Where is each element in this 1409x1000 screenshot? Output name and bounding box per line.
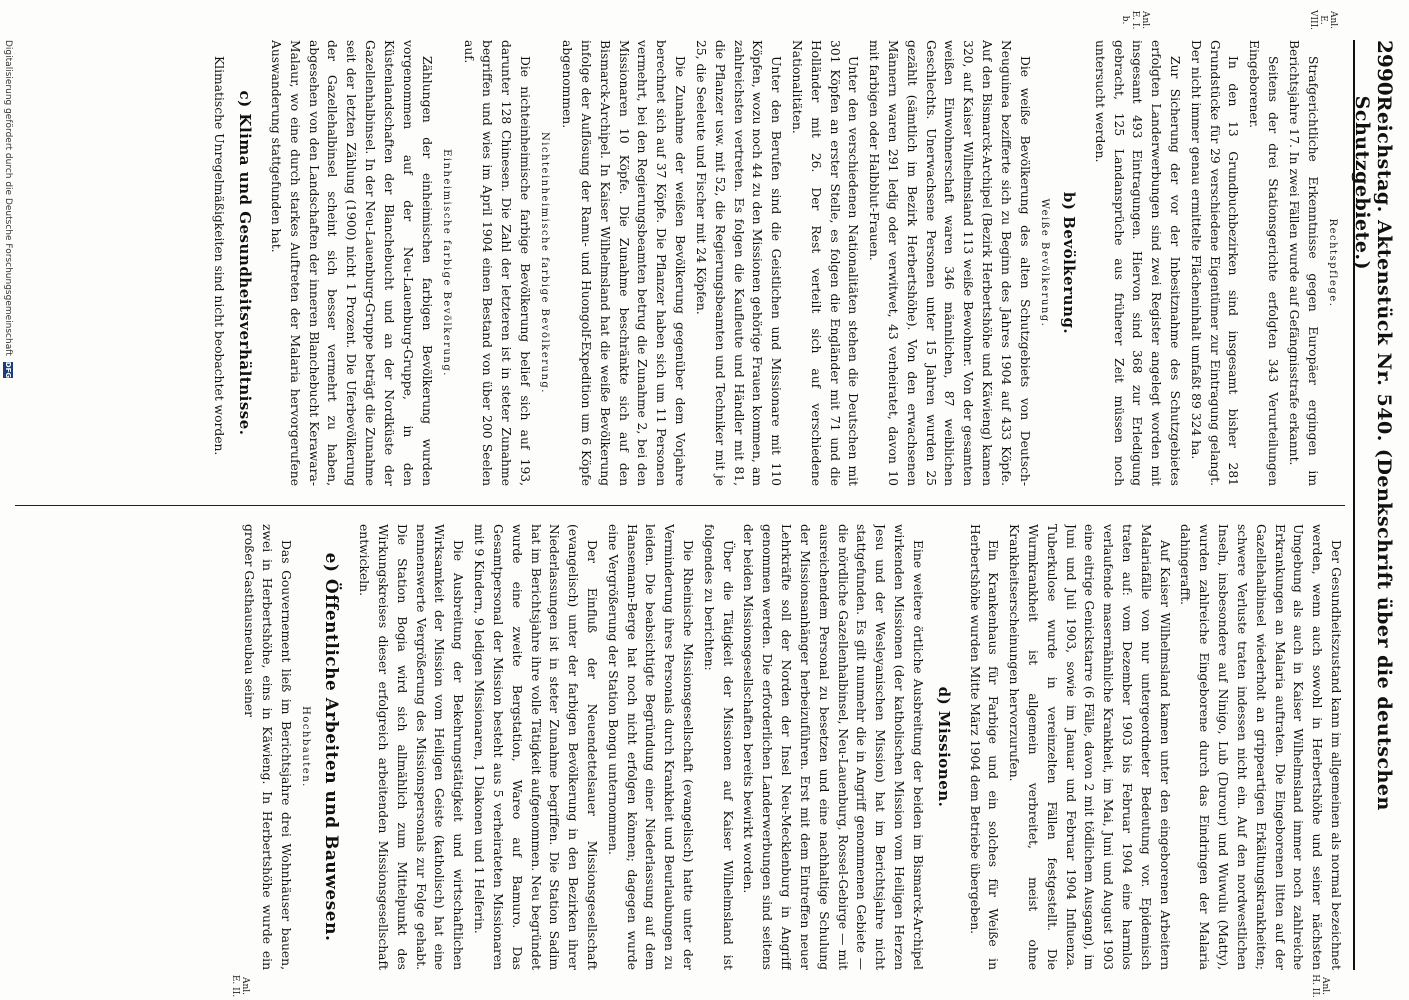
- paragraph: Die Zunahme der weißen Bevölkerung gegenüber dem Vorjahre berechnet sich auf 37 Köpfe. Die Pflanzer haben sich um 11 Personen vermehrt, bei den Regierungsbeamten betrug die Zunahme 2, bei den Missionaren 10 Köpfe. Die Zunahme beschränkte sich auf den Bismarck-Archipel. In Kaiser Wilhelmsland hat die weiße Bevölkerung infolge der Auflösung der Ramu- und Huongolf-Expedition um 6 Köpfe abgenommen.: [560, 40, 688, 486]
- paragraph: In den 13 Grundbuchbezirken sind insgesamt bisher 281 Grundstücke für 29 verschiedene Eigentümer zur Eintragung gelangt. Der nicht immer genau ermittelte Flächeninhalt umfaßt 89 324 ha.: [1188, 40, 1241, 486]
- section-heading-klima: c) Klima und Gesundheitsverhältnisse.: [236, 90, 255, 436]
- paragraph: Zur Sicherung der vor der Inbesitznahme des Schutzgebietes erfolgten Landerwerbungen sind zwei Register angelegt worden mit insgesamt 493 Eintragungen. Hiervon sind 368 zur Erledigung gebracht, 125 Landansprüche aus früherer Zeit müssen noch untersucht werden.: [1092, 40, 1183, 486]
- dfg-logo-icon: DFG: [4, 361, 12, 379]
- paragraph: Die nichteinheimische farbige Bevölkerung belief sich auf 193, darunter 128 Chinesen. Die Zahl der letzteren ist in steter Zunahme begriffen und wies im April 1904 einen Bestand von über 200 Seelen auf.: [461, 40, 533, 486]
- section-heading-oeffentliche-arbeiten: e) Öffentliche Arbeiten und Bauwesen.: [321, 552, 342, 942]
- header-title: Reichstag. Aktenstück Nr. 540. (Denkschrift über die deutschen Schutzgebiete.): [1351, 95, 1395, 811]
- margin-note-e11: Anl. E. II.: [230, 974, 250, 998]
- margin-note-h11: Anl. H. II.: [1310, 974, 1330, 998]
- subhead-nichteinheimische: Nichteinheimische farbige Bevölkerung.: [539, 132, 551, 394]
- subhead-weisse-bevoelkerung: Weiße Bevölkerung.: [1039, 198, 1051, 328]
- margin-note-e1b: Anl. E. I. b.: [1120, 10, 1150, 30]
- paragraph: Die weiße Bevölkerung des alten Schutzgebiets von Deutsch-Neuguinea bezifferte sich zu Beginn des Jahres 1904 auf 433 Köpfe. Auf den Bismarck-Archipel (Bezirk Herbertshöhe und Käwieng) kamen 320, auf Kaiser Wilhelmsland 113 weiße Bewohner. Von der gesamten weißen Einwohnerschaft waren 346 männlichen, 87 weiblichen Geschlechts. Unerwachsene Personen unter 15 Jahren wurden 25 gezählt (sämtlich im Bezirk Herbertshöhe). Von den erwachsenen Männern waren 291 ledig oder verwitwet, 43 verheiratet, davon 10 mit farbigen oder Halbblut-Frauen.: [867, 40, 1032, 486]
- subhead-einheimische: Einheimische farbige Bevölkerung.: [440, 149, 452, 377]
- left-column: [15, 40, 1345, 486]
- margin-note-e8: Anl. E. VIII.: [1308, 9, 1338, 31]
- paragraph: Der Einfluß der Neuendettelsauer Missionsgesellschaft (evangelisch) unter der farbigen Bevölkerung in den Bezirken ihrer Niederlassungen ist in steter Zunahme begriffen. Die Station Sadim hat im Berichtsjahre ihre volle Tätigkeit aufgenommen. Neu begründet wurde eine zweite Bergstation, Wareo auf Bamuro. Das Gesamtpersonal der Mission besteht aus 5 verheirateten Missionaren mit 9 Kindern, 9 ledigen Missionaren, 1 Diakonen und 1 Helferin.: [472, 524, 599, 970]
- section-heading-missionen: d) Missionen.: [934, 686, 953, 808]
- paragraph: Über die Tätigkeit der Missionen auf Kaiser Wilhelmsland ist folgendes zu berichten:: [701, 524, 735, 970]
- paragraph: Ein Krankenhaus für Farbige und ein solches für Weiße in Herbertshöhe wurden Mitte März 1904 dem Betriebe übergeben.: [967, 524, 1001, 970]
- subhead-rechtspflege: Rechtspflege.: [1327, 218, 1338, 308]
- digitization-credit: [2, 40, 14, 970]
- paragraph: Die Rheinische Missionsgesellschaft (evangelisch) hatte unter der Verminderung ihres Personals durch Krankheit und Beurlaubungen zu leiden. Die beabsichtigte Begründung einer Niederlassung auf dem Hansemann-Berge hat noch nicht erfolgen können; dagegen wurde eine Vergrößerung der Station Bongu unternommen.: [605, 524, 696, 970]
- paragraph: Seitens der drei Stationsgerichte erfolgten 343 Verurteilungen Eingeborener.: [1247, 40, 1281, 486]
- credit-text: Digitalisierung gefördert durch die Deutsche Forschungsgemeinschaft: [3, 40, 13, 356]
- page-header: [1353, 40, 1397, 970]
- paragraph: Das Gouvernement ließ im Berichtsjahre drei Wohnhäuser bauen, zwei in Herbertshöhe, eins in Käwieng. In Herbertshöhe wurde ein großer Gasthausneubau seiner: [241, 524, 294, 970]
- paragraph: Auf Kaiser Wilhelmsland kamen unter den eingeborenen Arbeitern Malariafälle von nur untergeordneter Bedeutung vor. Epidemisch traten auf: vom Dezember 1903 bis Februar 1904 eine harmlos verlaufende masernähnliche Krankheit, im Mai, Juni und August 1903 eine eitrige Genickstarre (6 Fälle, davon 2 mit tödlichem Ausgang), im Juni und Juli 1903, sowie im Januar und Februar 1904 Influenza. Tuberkulose wurde in vereinzelten Fällen festgestellt. Die Wurmkrankheit ist allgemein verbreitet, meist ohne Krankheitserscheinungen hervorzurufen.: [1007, 524, 1172, 970]
- paragraph: Klimatische Unregelmäßigkeiten sind nicht beobachtet worden.: [212, 56, 227, 456]
- paragraph: Strafgerichtliche Erkenntnisse gegen Europäer ergingen im Berichtsjahre 17. In zwei Fällen wurde auf Gefängnisstrafe erkannt.: [1286, 40, 1320, 486]
- paragraph: Zählungen der einheimischen farbigen Bevölkerung wurden vorgenommen auf der Neu-Lauenburg-Gruppe, in den Küstenlandschaften der Blanchebucht und an der Nordküste der Gazellenhalbinsel. In der Neu-Lauenburg-Gruppe beträgt die Zunahme seit der letzten Zählung (1900) nicht 1 Prozent. Die Uferbevölkerung der Gazellehalbinsel scheint sich besser vermehrt zu haben, abgesehen von den Landschaften der inneren Blanchebucht Kerawara-Malaur, wo eine durch starkes Auftreten der Malaria hervorgerufene Auswanderung stattgefunden hat.: [269, 40, 434, 486]
- paragraph: Die Ausbreitung der Bekehrungstätigkeit und wirtschaftlichen Wirksamkeit der Mission vom Heiligen Geiste (katholisch) hat eine nennenswerte Vergrößerung des Missionspersonals zur Folge gehabt. Die Station Bogia wird sich allmählich zum Mittelpunkt des Wirkungskreises dieser erfolgreich arbeitenden Missionsgesellschaft entwickeln.: [357, 524, 466, 970]
- column-divider: [15, 505, 1345, 506]
- page-number: 2990: [1373, 40, 1397, 96]
- paragraph: Der Gesundheitszustand kann im allgemeinen als normal bezeichnet werden, wenn auch sowohl in Herbertshöhe und seiner nächsten Umgebung als auch in Kaiser Wilhelmsland immer noch zahlreiche Erkrankungen an Malaria auftraten. Die Eingeborenen litten auf der Gazellehalbinsel wiederholt an grippeartigen Erkältungskrankheiten; schwere Verluste traten indessen nicht ein. Auf den nordwestlichen Inseln, insbesondere auf Ninigo, Lub (Durour) und Wuwulu (Matty), wurden zahlreiche Eingeborene durch das Eindringen der Malaria dahingerafft.: [1178, 524, 1343, 970]
- section-heading-bevoelkerung: b) Bevölkerung.: [1059, 191, 1078, 335]
- subhead-hochbauten: Hochbauten.: [300, 706, 312, 788]
- right-column: [15, 524, 1345, 970]
- paragraph: Unter den verschiedenen Nationalitäten stehen die Deutschen mit 301 Köpfen an erster Stelle, es folgen die Engländer mit 71 und die Holländer mit 26. Der Rest verteilt sich auf verschiedene Nationalitäten.: [789, 40, 861, 486]
- paragraph: Eine weitere örtliche Ausbreitung der beiden im Bismarck-Archipel wirkenden Missionen (der katholischen Mission vom Heiligen Herzen Jesu und der Wesleyanischen Mission) hat im Berichtsjahre nicht stattgefunden. Es gilt nunmehr die in Angriff genommenen Gebiete — die nördliche Gazellenhalbinsel, Neu-Lauenburg, Rossel-Gebirge — mit ausreichendem Personal zu besetzen und eine nachhaltige Schulung der Missionsanhänger herbeizuführen. Erst mit dem Eintreffen neuer Lehrkräfte soll der Norden der Insel Neu-Mecklenburg in Angriff genommen werden. Die erforderlichen Landerwerbungen sind seitens der beiden Missionsgesellschaften bereits bewirkt worden.: [741, 524, 925, 970]
- paragraph: Unter den Berufen sind die Geistlichen und Missionare mit 110 Köpfen, wozu noch 44 zu den Missionen gehörige Frauen kommen, am zahlreichsten vertreten. Es folgen die Kaufleute und Händler mit 81, die Pflanzer usw. mit 52, die Regierungsbeamten und Techniker mit je 25, die Seeleute und Fischer mit 24 Köpfen.: [693, 40, 784, 486]
